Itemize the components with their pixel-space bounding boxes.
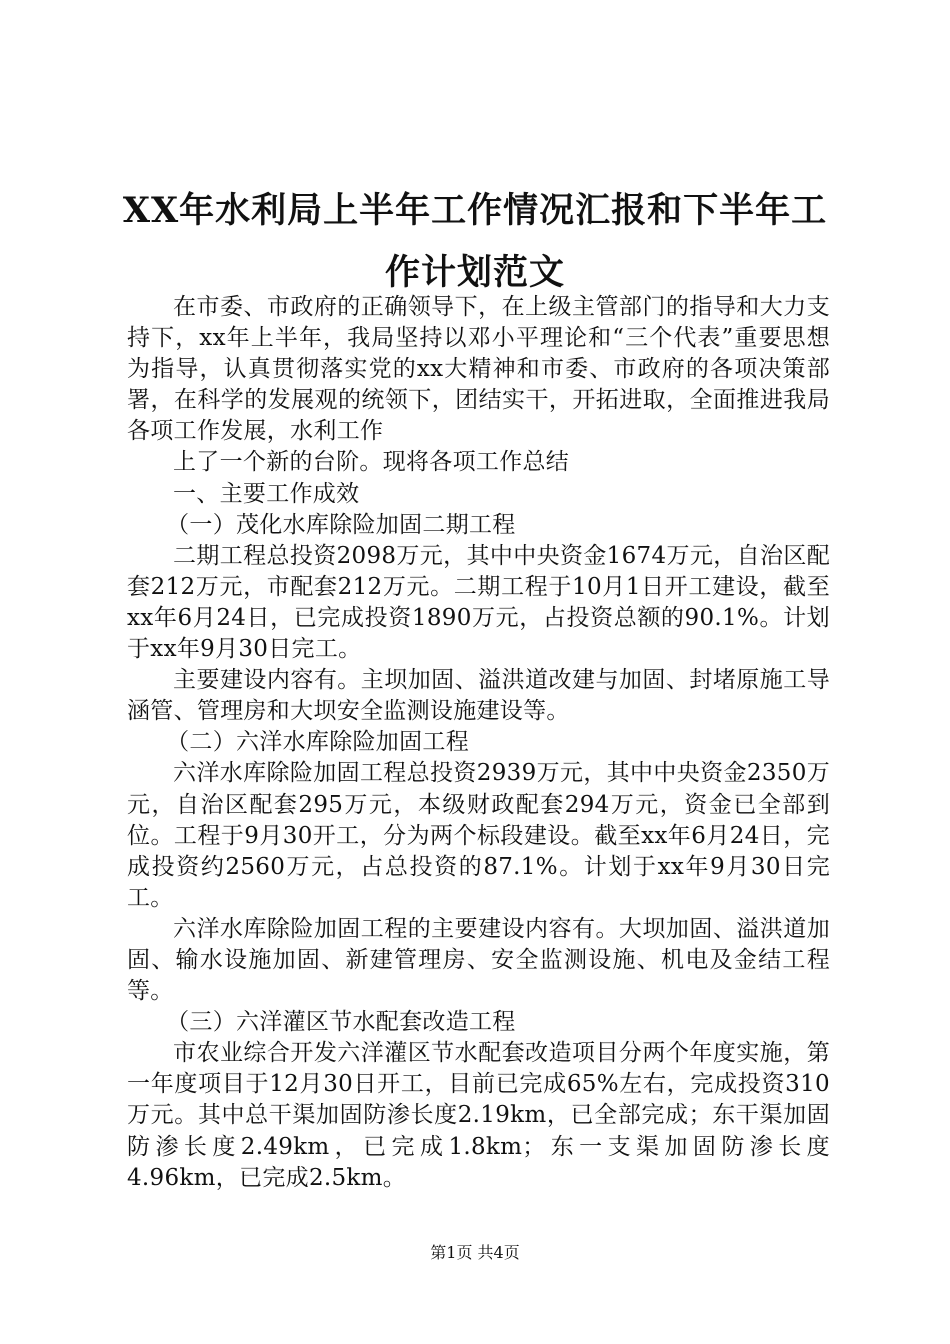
body-paragraph: 六洋水库除险加固工程总投资2939万元，其中中央资金2350万元，自治区配套295万元，本级财政配套294万元，资金已全部到位。工程于9月30开工，分为两个标段建设。截至xx年6月24日，完成投资约2560万元，占总投资的87.1%。计划于xx年9月30日完工。 [127,760,830,911]
document-body [127,292,830,1194]
intro-continuation: 上了一个新的台阶。现将各项工作总结 [173,449,570,476]
document-title: XX年水利局上半年工作情况汇报和下半年工作计划范文 [122,190,828,293]
subsection-heading-2: （二）六洋水库除险加固工程 [166,729,469,756]
body-paragraph: 六洋水库除险加固工程的主要建设内容有。大坝加固、溢洪道加固、输水设施加固、新建管理房、安全监测设施、机电及金结工程等。 [127,915,830,1005]
subsection-heading-1: （一）茂化水库除险加固二期工程 [166,511,516,538]
body-paragraph: 市农业综合开发六洋灌区节水配套改造项目分两个年度实施，第一年度项目于12月30日开工，目前已完成65%左右，完成投资310万元。其中总干渠加固防渗长度2.19km，已全部完成；东干渠加固防渗长度2.49km，已完成1.8km；东一支渠加固防渗长度4.96km，已完成2.5km。 [127,1040,830,1191]
subsection-heading-3: （三）六洋灌区节水配套改造工程 [166,1009,516,1036]
intro-paragraph: 在市委、市政府的正确领导下，在上级主管部门的指导和大力支持下，xx年上半年，我局坚持以邓小平理论和“三个代表”重要思想为指导，认真贯彻落实党的xx大精神和市委、市政府的各项决策部署，在科学的发展观的统领下，团结实干，开拓进取，全面推进我局各项工作发展，水利工作 [127,294,830,445]
section-heading: 一、主要工作成效 [173,480,360,507]
body-paragraph: 二期工程总投资2098万元，其中中央资金1674万元，自治区配套212万元，市配套212万元。二期工程于10月1日开工建设，截至xx年6月24日，已完成投资1890万元，占投资总额的90.1%。计划于xx年9月30日完工。 [127,542,830,663]
page-footer: 第1页 共4页 [430,1243,520,1262]
body-paragraph: 主要建设内容有。主坝加固、溢洪道改建与加固、封堵原施工导涵管、管理房和大坝安全监测设施建设等。 [127,667,830,725]
